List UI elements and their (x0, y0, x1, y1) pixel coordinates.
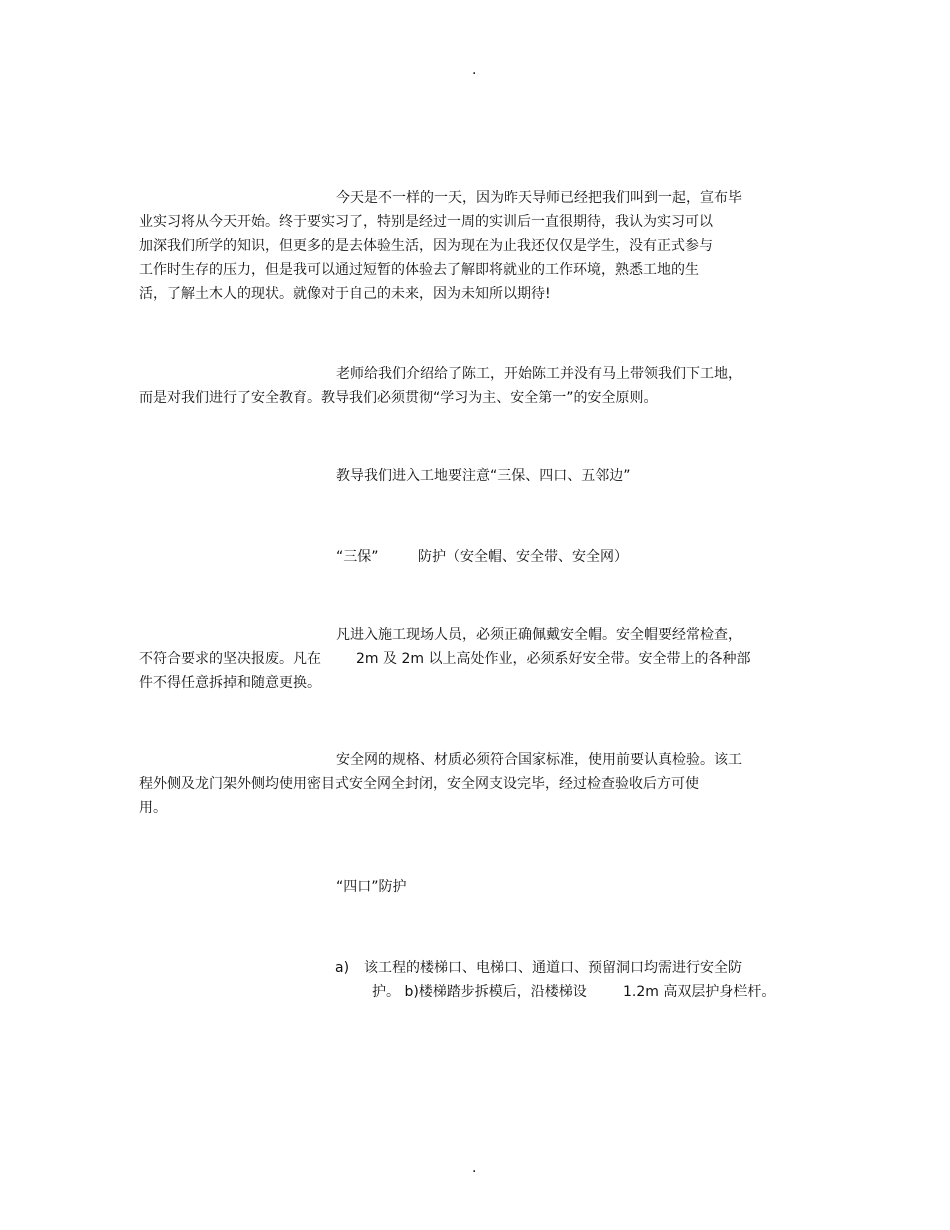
text-line: 教导我们进入工地要注意“三保、四口、五邻边” (336, 468, 631, 484)
heading-term: “三保” (336, 549, 379, 565)
text-line: 活，了解土木人的现状。就像对于自己的未来，因为未知所以期待! (139, 286, 551, 302)
text-line: 工作时生存的压力，但是我可以通过短暂的体验去了解即将就业的工作环境，熟悉工地的生 (139, 262, 699, 278)
text-line: 加深我们所学的知识，但更多的是去体验生活，因为现在为止我还仅仅是学生，没有正式参与 (139, 238, 713, 254)
text-line: 今天是不一样的一天，因为昨天导师已经把我们叫到一起，宣布毕 (336, 190, 742, 206)
text-line: 1.2m 高双层护身栏杆。 (623, 984, 776, 1000)
footer-dot: . (472, 1160, 477, 1176)
text-line: 安全网的规格、材质必须符合国家标准，使用前要认真检验。该工 (336, 752, 742, 768)
text-line: 件不得任意拆掉和随意更换。 (139, 675, 321, 691)
text-line: 老师给我们介绍给了陈工，开始陈工并没有马上带领我们下工地， (336, 366, 742, 382)
list-marker: a) (335, 960, 350, 976)
text-line: 不符合要求的坚决报废。凡在 (139, 651, 321, 667)
heading-desc: 防护（安全帽、安全带、安全网） (418, 549, 628, 565)
text-line: 程外侧及龙门架外侧均使用密目式安全网全封闭，安全网支设完毕，经过检查验收后方可使 (139, 776, 699, 792)
text-line: 而是对我们进行了安全教育。教导我们必须贯彻“学习为主、安全第一”的安全原则。 (139, 390, 658, 406)
text-line: 用。 (139, 800, 167, 816)
header-dot: . (472, 62, 477, 78)
text-line: 护。 b)楼梯踏步拆模后，沿楼梯设 (372, 984, 587, 1000)
text-line: 业实习将从今天开始。终于要实习了，特别是经过一周的实训后一直很期待，我认为实习可以 (139, 214, 713, 230)
text-line: 凡进入施工现场人员，必须正确佩戴安全帽。安全帽要经常检查， (336, 627, 742, 643)
text-line: 2m 及 2m 以上高处作业，必须系好安全带。安全带上的各种部 (356, 651, 751, 667)
text-line: 该工程的楼梯口、电梯口、通道口、预留洞口均需进行安全防 (364, 960, 742, 976)
heading-text: “四口”防护 (336, 879, 407, 895)
